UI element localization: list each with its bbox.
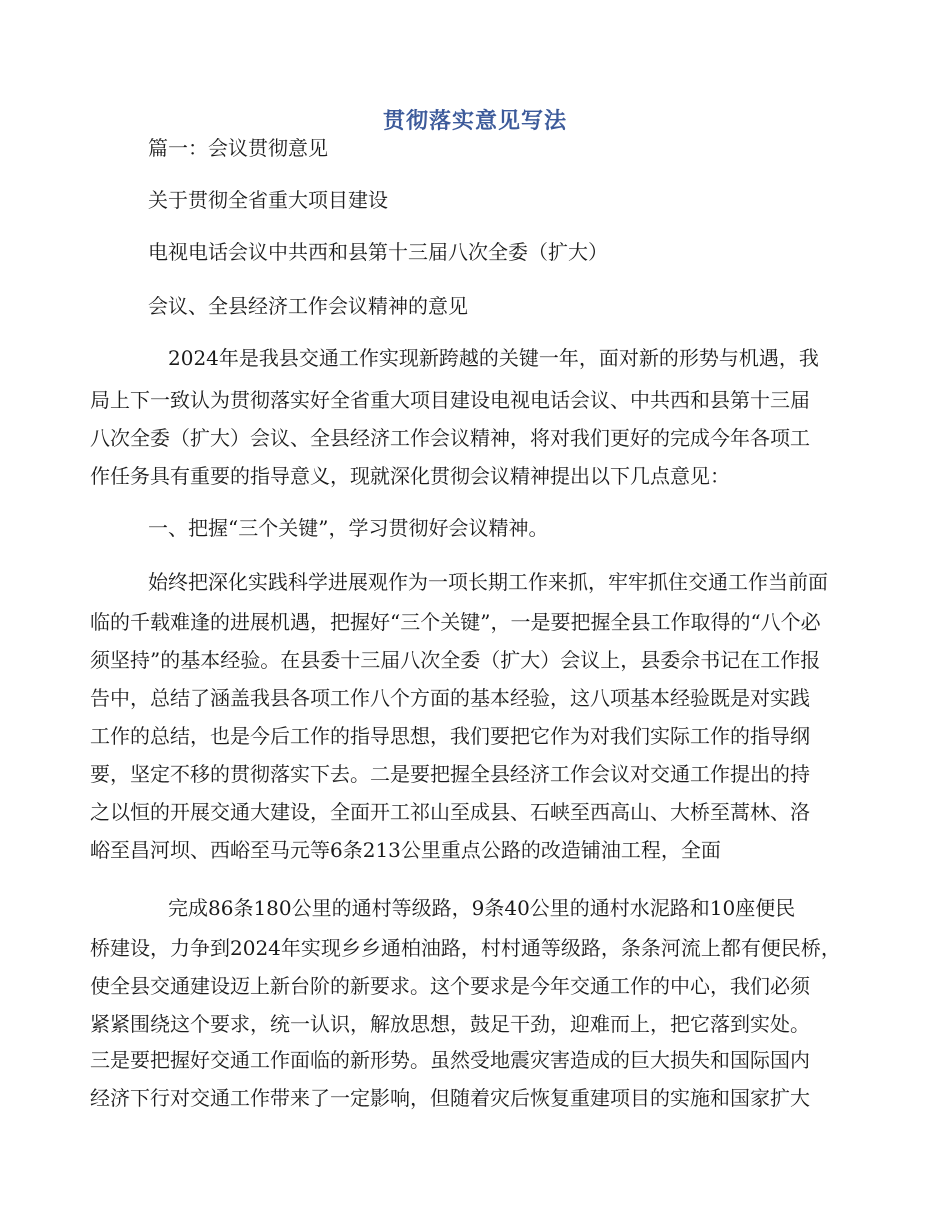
paragraph-line: 工作的总结，也是今后工作的指导思想，我们要把它作为对我们实际工作的指导纲 bbox=[90, 724, 810, 748]
paragraph-line: 告中，总结了涵盖我县各项工作八个方面的基本经验，这八项基本经验既是对实践 bbox=[90, 686, 810, 710]
paragraph-line: 要，坚定不移的贯彻落实下去。二是要把握全县经济工作会议对交通工作提出的持 bbox=[90, 762, 810, 786]
paragraph-line: 作任务具有重要的指导意义，现就深化贯彻会议精神提出以下几点意见： bbox=[90, 464, 730, 488]
paragraph-line: 经济下行对交通工作带来了一定影响，但随着灾后恢复重建项目的实施和国家扩大 bbox=[90, 1086, 810, 1110]
heading-line: 电视电话会议中共西和县第十三届八次全委（扩大） bbox=[148, 240, 608, 264]
heading-line: 关于贯彻全省重大项目建设 bbox=[148, 188, 388, 212]
paragraph-line: 始终把深化实践科学进展观作为一项长期工作来抓，牢牢抓住交通工作当前面 bbox=[148, 570, 828, 594]
paragraph-line: 2024年是我县交通工作实现新跨越的关键一年，面对新的形势与机遇，我 bbox=[168, 346, 819, 370]
paragraph-line: 三是要把握好交通工作面临的新形势。虽然受地震灾害造成的巨大损失和国际国内 bbox=[90, 1048, 810, 1072]
paragraph-line: 紧紧围绕这个要求，统一认识，解放思想，鼓足干劲，迎难而上，把它落到实处。 bbox=[90, 1012, 810, 1036]
paragraph-line: 峪至昌河坝、西峪至马元等6条213公里重点公路的改造铺油工程，全面 bbox=[90, 838, 721, 862]
paragraph-line: 八次全委（扩大）会议、全县经济工作会议精神，将对我们更好的完成今年各项工 bbox=[90, 426, 810, 450]
paragraph-line: 之以恒的开展交通大建设，全面开工祁山至成县、石峡至西高山、大桥至蒿林、洛 bbox=[90, 800, 810, 824]
document-title: 贯彻落实意见写法 bbox=[382, 108, 567, 134]
heading-line: 会议、全县经济工作会议精神的意见 bbox=[148, 294, 468, 318]
paragraph-line: 临的千载难逢的进展机遇，把握好“三个关键”，一是要把握全县工作取得的“八个必 bbox=[90, 610, 821, 634]
heading-line: 篇一：会议贯彻意见 bbox=[148, 136, 328, 160]
paragraph-line: 桥建设，力争到2024年实现乡乡通柏油路，村村通等级路，条条河流上都有便民桥， bbox=[90, 936, 841, 960]
section-heading: 一、把握“三个关键”，学习贯彻好会议精神。 bbox=[148, 516, 549, 540]
paragraph-line: 须坚持”的基本经验。在县委十三届八次全委（扩大）会议上，县委佘书记在工作报 bbox=[90, 648, 821, 672]
paragraph-line: 使全县交通建设迈上新台阶的新要求。这个要求是今年交通工作的中心，我们必须 bbox=[90, 974, 810, 998]
paragraph-line: 完成86条180公里的通村等级路，9条40公里的通村水泥路和10座便民 bbox=[168, 896, 796, 920]
paragraph-line: 局上下一致认为贯彻落实好全省重大项目建设电视电话会议、中共西和县第十三届 bbox=[90, 388, 810, 412]
